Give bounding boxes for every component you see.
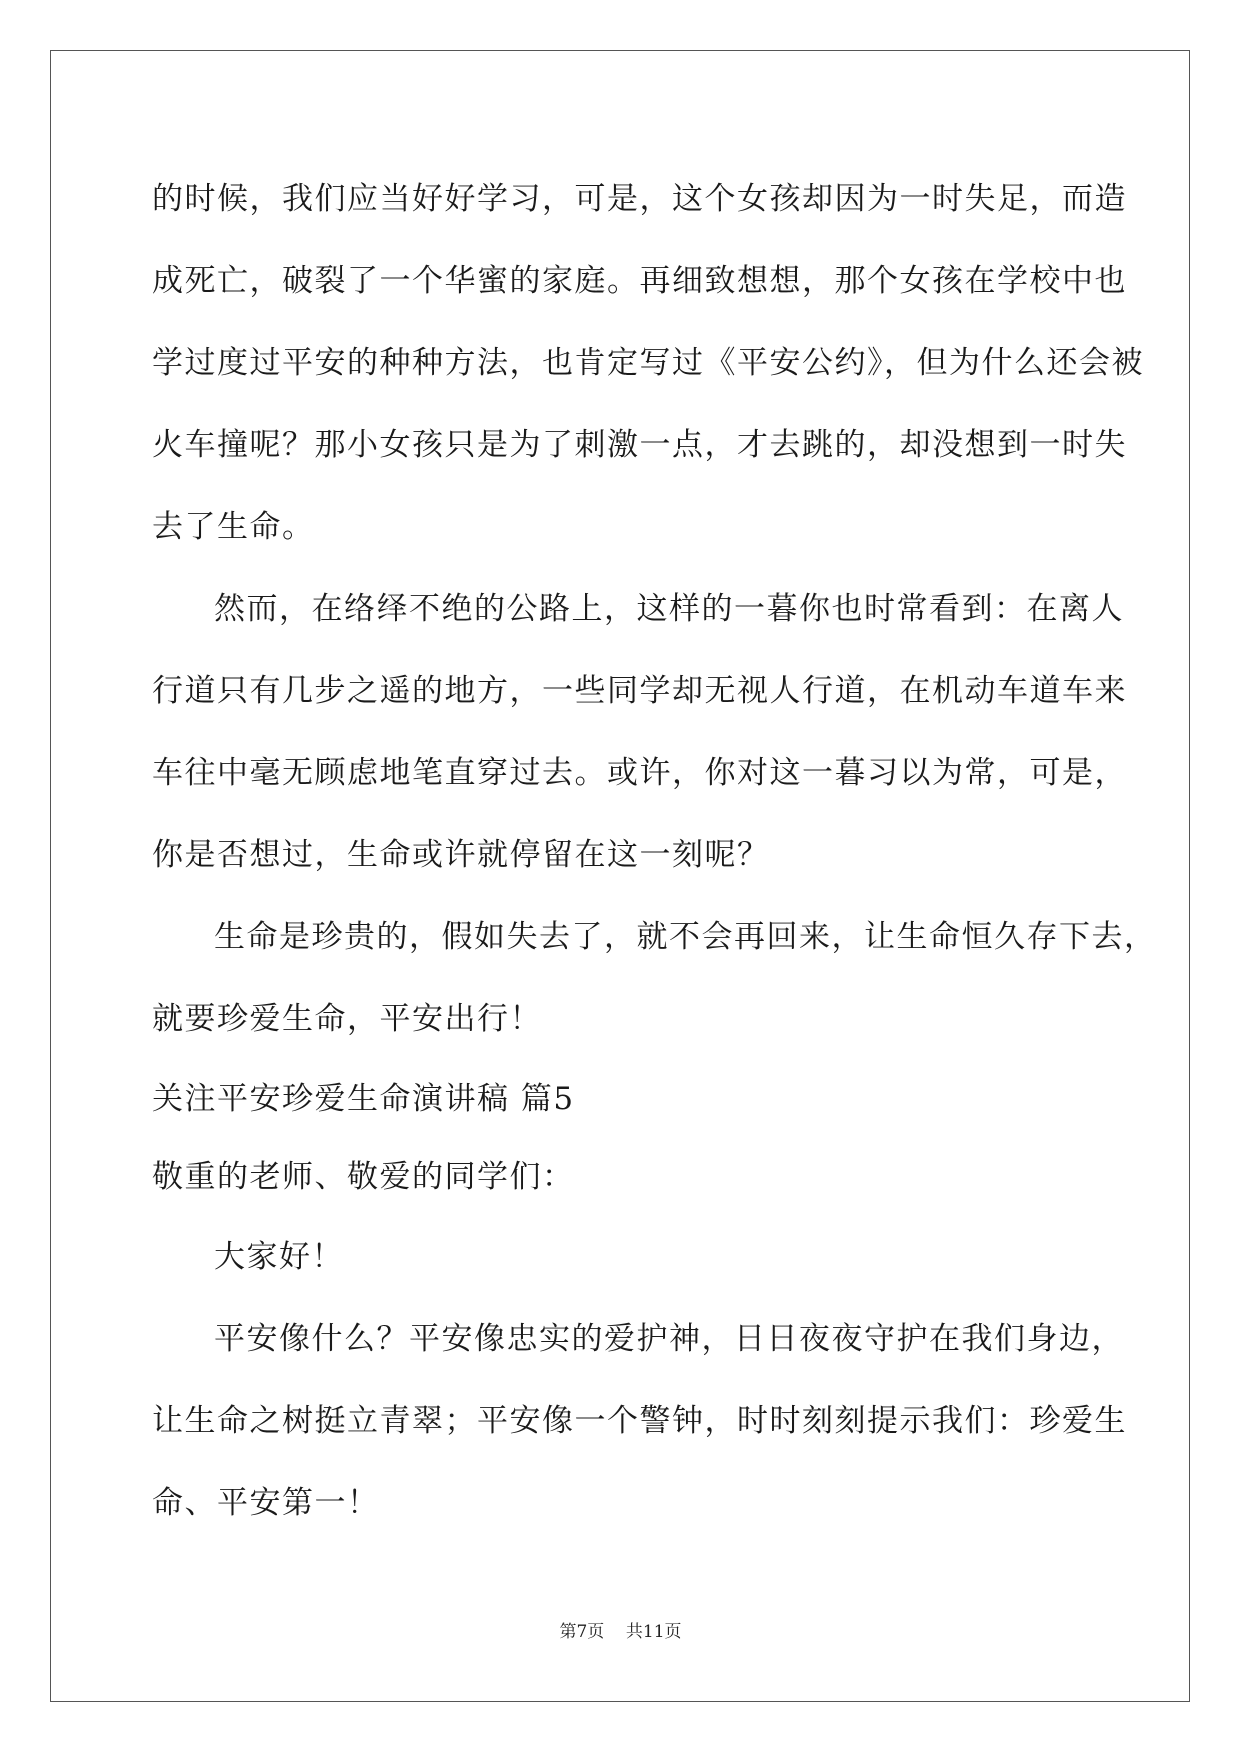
text-line: 生命是珍贵的，假如失去了，就不会再回来，让生命恒久存下去，	[214, 919, 1157, 955]
document-body	[152, 158, 1157, 1544]
greeting: 大家好！	[214, 1239, 344, 1275]
text-line: 让生命之树挺立青翠；平安像一个警钟，时时刻刻提示我们：珍爱生	[152, 1403, 1127, 1439]
text-line: 行道只有几步之遥的地方，一些同学却无视人行道，在机动车道车来	[152, 673, 1127, 709]
text-line: 火车撞呢？那小女孩只是为了刺激一点，才去跳的，却没想到一时失	[152, 427, 1127, 463]
page-number: 第7页	[559, 1622, 605, 1642]
text-line: 去了生命。	[152, 509, 315, 545]
text-line: 然而，在络绎不绝的公路上，这样的一暮你也时常看到：在离人	[214, 591, 1124, 627]
text-line: 成死亡，破裂了一个华蜜的家庭。再细致想想，那个女孩在学校中也	[152, 263, 1127, 299]
text-line: 车往中毫无顾虑地笔直穿过去。或许，你对这一暮习以为常，可是，	[152, 755, 1127, 791]
text-line: 就要珍爱生命，平安出行！	[152, 1001, 542, 1037]
salutation: 敬重的老师、敬爱的同学们：	[152, 1159, 575, 1195]
section-heading: 关注平安珍爱生命演讲稿 篇5	[152, 1081, 575, 1117]
text-line: 平安像什么？平安像忠实的爱护神，日日夜夜守护在我们身边，	[214, 1321, 1124, 1357]
page-footer	[0, 1622, 1241, 1642]
page-total: 共11页	[625, 1622, 682, 1642]
text-line: 学过度过平安的种种方法，也肯定写过《平安公约》，但为什么还会被	[152, 345, 1144, 381]
text-line: 你是否想过，生命或许就停留在这一刻呢？	[152, 837, 770, 873]
text-line: 命、平安第一！	[152, 1485, 380, 1521]
text-line: 的时候，我们应当好好学习，可是，这个女孩却因为一时失足，而造	[152, 181, 1127, 217]
